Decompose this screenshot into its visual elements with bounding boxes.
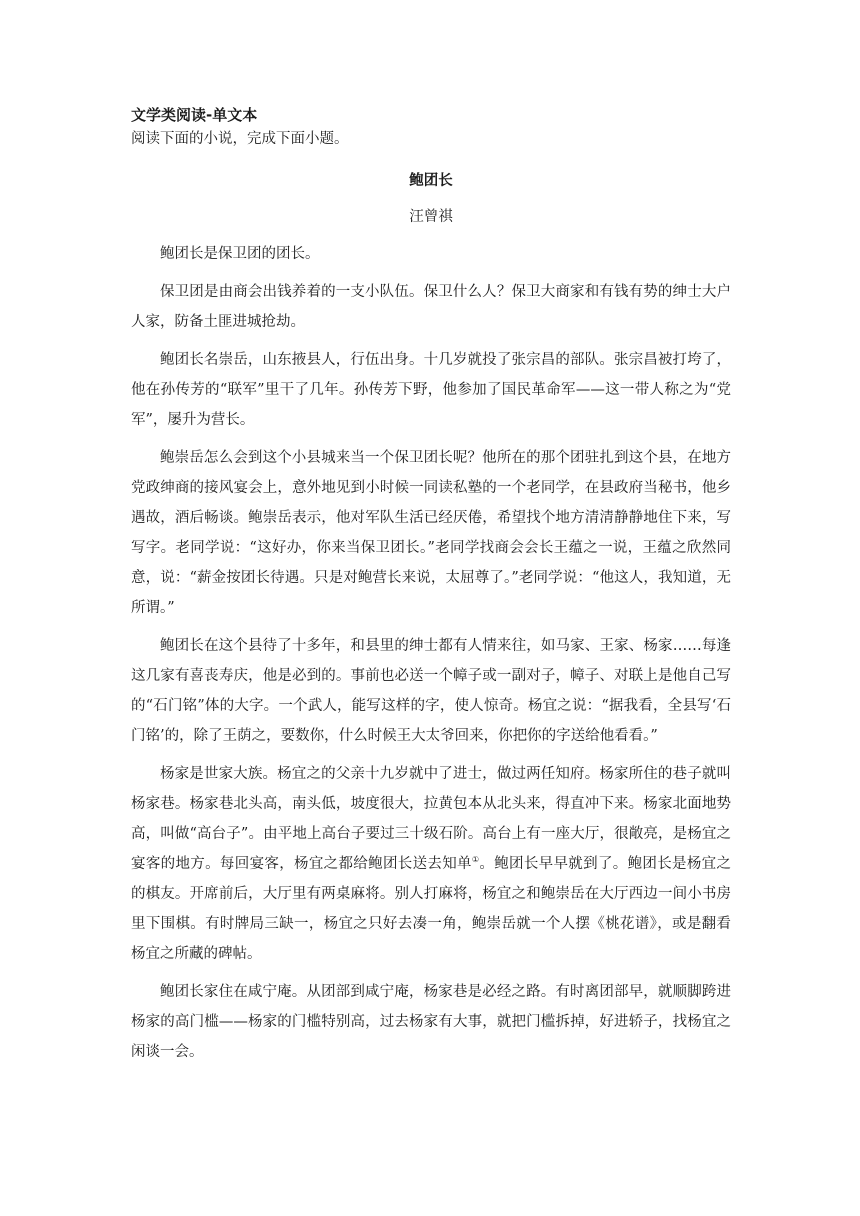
reading-instruction: 阅读下面的小说，完成下面小题。 [131, 131, 349, 147]
document-page [131, 103, 731, 1075]
story-paragraph-5: 鲍团长在这个县待了十多年，和县里的绅士都有人情来往，如马家、王家、杨家……每逢这几家有喜丧寿庆，他是必到的。事前也必送一个幛子或一副对子，幛子、对联上是他自己写的“石门铭”体的大字。一个武人，能写这样的字，使人惊奇。杨宜之说：“据我看，全县写‘石门铭’的，除了王荫之，要数你，什么时候王大太爷回来，你把你的字送给他看看。” [131, 638, 731, 744]
story-paragraph-3: 鲍团长名崇岳，山东掖县人，行伍出身。十几岁就投了张宗昌的部队。张宗昌被打垮了，他在孙传芳的“联军”里干了几年。孙传芳下野，他参加了国民革命军——这一带人称之为“党军”，屡升为营长。 [131, 352, 731, 428]
footnote-marker: ① [471, 855, 480, 865]
story-paragraph-6-tail: 。鲍团长早早就到了。鲍团长是杨宜之的棋友。开席前后，大厅里有两桌麻将。别人打麻将，杨宜之和鲍崇岳在大厅西边一间小书房里下围棋。有时牌局三缺一，杨宜之只好去凑一角，鲍崇岳就一个人摆《桃花谱》，或是翻看杨宜之所藏的碑帖。 [131, 856, 732, 962]
story-paragraph-1: 鲍团长是保卫团的团长。 [160, 246, 320, 262]
story-paragraph-4: 鲍崇岳怎么会到这个小县城来当一个保卫团长呢？他所在的那个团驻扎到这个县，在地方党政绅商的接风宴会上，意外地见到小时候一同读私塾的一个老同学，在县政府当秘书，他乡遇故，酒后畅谈。鲍崇岳表示，他对军队生活已经厌倦，希望找个地方清清静静地住下来，写写字。老同学说：“这好办，你来当保卫团长。”老同学找商会会长王蕴之一说，王蕴之欣然同意，说：“薪金按团长待遇。只是对鲍营长来说，太屈尊了。”老同学说：“他这人，我知道，无所谓。” [131, 450, 731, 616]
story-paragraph-6 [131, 759, 731, 969]
story-paragraph-7: 鲍团长家住在咸宁庵。从团部到咸宁庵，杨家巷是必经之路。有时离团部早，就顺脚跨进杨家的高门槛——杨家的门槛特别高，过去杨家有大事，就把门槛拆掉，好进轿子，找杨宜之闲谈一会。 [131, 984, 731, 1060]
section-title: 文学类阅读-单文本 [131, 106, 258, 124]
story-paragraph-6-head: 杨家是世家大族。杨宜之的父亲十九岁就中了进士，做过两任知府。杨家所住的巷子就叫杨家巷。杨家巷北头高，南头低，坡度很大，拉黄包本从北头来，得直冲下来。杨家北面地势高，叫做“高台子”。由平地上高台子要过三十级石阶。高台上有一座大厅，很敞亮，是杨宜之宴客的地方。每回宴客，杨宜之都给鲍团长送去知单 [131, 766, 731, 872]
story-author: 汪曾祺 [409, 209, 453, 225]
story-paragraph-2: 保卫团是由商会出钱养着的一支小队伍。保卫什么人？保卫大商家和有钱有势的绅士大户人家，防备土匪进城抢劫。 [131, 284, 731, 330]
story-title: 鲍团长 [409, 173, 453, 189]
